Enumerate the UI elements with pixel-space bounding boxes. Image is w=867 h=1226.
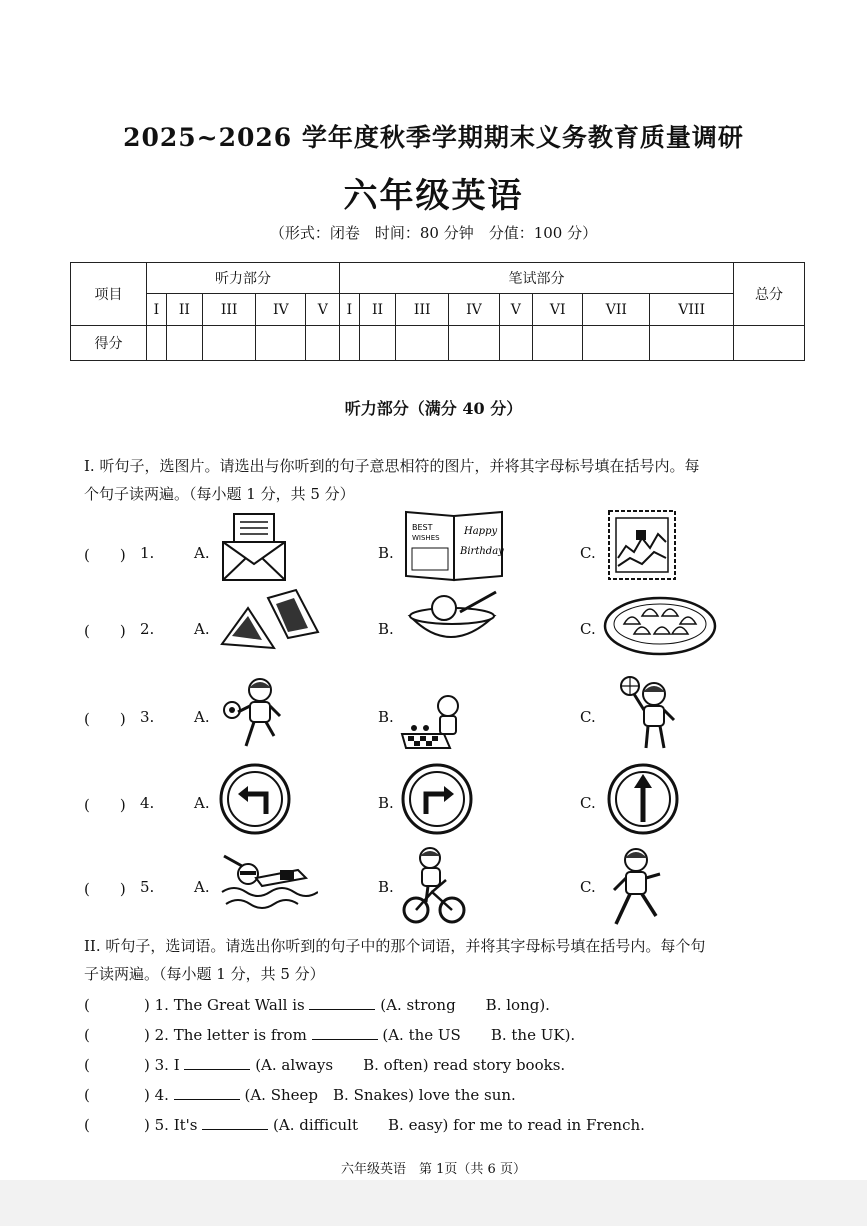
question-number: 1. bbox=[140, 544, 155, 562]
answer-paren[interactable]: ( bbox=[84, 1056, 90, 1074]
boy-chess-icon bbox=[400, 694, 472, 750]
score-col-listening-4: IV bbox=[256, 294, 306, 326]
option-b-label: B. bbox=[378, 878, 394, 896]
part1-question-2 bbox=[84, 588, 804, 678]
item-stem: ) 5. It's bbox=[144, 1116, 198, 1134]
score-cell[interactable] bbox=[533, 326, 583, 361]
option-a-label: A. bbox=[194, 708, 210, 726]
score-cell[interactable] bbox=[583, 326, 650, 361]
score-table-score-label: 得分 bbox=[71, 326, 147, 361]
option-a-label: A. bbox=[194, 878, 210, 896]
option-b-label: B. bbox=[378, 544, 394, 562]
answer-paren[interactable]: ( ) bbox=[84, 710, 126, 728]
part2-item-5 bbox=[84, 1114, 645, 1135]
answer-paren[interactable]: ( bbox=[84, 1026, 90, 1044]
dumplings-plate-icon bbox=[602, 594, 718, 658]
score-cell-total[interactable] bbox=[734, 326, 805, 361]
answer-paren[interactable]: ( bbox=[84, 1116, 90, 1134]
score-cell[interactable] bbox=[306, 326, 340, 361]
part2-item-4 bbox=[84, 1084, 516, 1105]
answer-blank[interactable] bbox=[312, 1025, 378, 1040]
turn-right-sign-icon bbox=[400, 762, 474, 836]
mooncake-bowl-icon bbox=[400, 588, 500, 652]
question-number: 2. bbox=[140, 620, 155, 638]
item-stem: ) 4. bbox=[144, 1086, 169, 1104]
score-cell[interactable] bbox=[203, 326, 256, 361]
part1-question-1 bbox=[84, 508, 804, 598]
score-table-item-label: 项目 bbox=[71, 263, 147, 326]
score-col-writing-2: II bbox=[359, 294, 395, 326]
part2-instructions bbox=[84, 932, 804, 988]
great-wall-stamp-icon bbox=[606, 508, 678, 582]
item-options: (A. Sheep B. Snakes) love the sun. bbox=[244, 1086, 516, 1104]
part1-question-3 bbox=[84, 672, 804, 762]
score-cell[interactable] bbox=[396, 326, 449, 361]
turn-left-sign-icon bbox=[218, 762, 292, 836]
option-c-label: C. bbox=[580, 878, 596, 896]
score-col-writing-5: V bbox=[499, 294, 533, 326]
score-cell[interactable] bbox=[449, 326, 499, 361]
boy-basketball-icon bbox=[618, 674, 682, 752]
riding-bike-icon bbox=[402, 846, 466, 926]
score-col-listening-3: III bbox=[203, 294, 256, 326]
score-col-writing-1: I bbox=[340, 294, 360, 326]
score-table-total-label: 总分 bbox=[734, 263, 805, 326]
card-text: BEST bbox=[412, 523, 433, 532]
part2-item-2 bbox=[84, 1024, 575, 1045]
score-table bbox=[70, 262, 805, 361]
score-cell[interactable] bbox=[359, 326, 395, 361]
greeting-card-icon bbox=[402, 508, 506, 582]
exam-title-subject: 六年级英语 bbox=[343, 176, 524, 216]
score-col-writing-8: VIII bbox=[650, 294, 734, 326]
answer-blank[interactable] bbox=[202, 1115, 268, 1130]
option-a-label: A. bbox=[194, 620, 210, 638]
answer-paren[interactable]: ( ) bbox=[84, 880, 126, 898]
card-text: Happy bbox=[464, 526, 498, 537]
listening-section-title: 听力部分（满分 40 分） bbox=[344, 399, 523, 418]
item-stem: ) 3. I bbox=[144, 1056, 180, 1074]
score-col-writing-7: VII bbox=[583, 294, 650, 326]
question-number: 4. bbox=[140, 794, 155, 812]
answer-blank[interactable] bbox=[184, 1055, 250, 1070]
option-c-label: C. bbox=[580, 708, 596, 726]
score-table-listening-header: 听力部分 bbox=[147, 263, 340, 294]
answer-paren[interactable]: ( ) bbox=[84, 796, 126, 814]
option-a-label: A. bbox=[194, 794, 210, 812]
score-cell[interactable] bbox=[499, 326, 533, 361]
part1-instruction-line1: I. 听句子，选图片。请选出与你听到的句子意思相符的图片，并将其字母标号填在括号内。每 bbox=[84, 457, 700, 475]
part2-instruction-line1: II. 听句子，选词语。请选出你听到的句子中的那个词语，并将其字母标号填在括号内。每个句 bbox=[84, 937, 706, 955]
exam-title-line1: 2025~2026 学年度秋季学期期末义务教育质量调研 bbox=[123, 123, 744, 152]
card-text: WISHES bbox=[412, 534, 440, 542]
option-c-label: C. bbox=[580, 794, 596, 812]
option-c-label: C. bbox=[580, 544, 596, 562]
option-b-label: B. bbox=[378, 708, 394, 726]
question-number: 5. bbox=[140, 878, 155, 896]
part1-question-5 bbox=[84, 846, 804, 936]
answer-paren[interactable]: ( ) bbox=[84, 622, 126, 640]
score-cell[interactable] bbox=[650, 326, 734, 361]
score-table-writing-header: 笔试部分 bbox=[340, 263, 734, 294]
page-footer: 六年级英语 第 1页（共 6 页） bbox=[341, 1162, 526, 1177]
question-number: 3. bbox=[140, 708, 155, 726]
item-options: (A. the US B. the UK). bbox=[382, 1026, 576, 1044]
score-col-listening-1: I bbox=[147, 294, 167, 326]
option-a-label: A. bbox=[194, 544, 210, 562]
boy-football-icon bbox=[220, 676, 286, 752]
part2-instruction-line2: 子读两遍。（每小题 1 分，共 5 分） bbox=[84, 965, 325, 983]
score-col-writing-6: VI bbox=[533, 294, 583, 326]
answer-paren[interactable]: ( bbox=[84, 996, 90, 1014]
score-cell[interactable] bbox=[256, 326, 306, 361]
option-b-label: B. bbox=[378, 794, 394, 812]
part1-instruction-line2: 个句子读两遍。（每小题 1 分，共 5 分） bbox=[84, 485, 355, 503]
option-b-label: B. bbox=[378, 620, 394, 638]
go-straight-sign-icon bbox=[606, 762, 680, 836]
card-text: Birthday bbox=[460, 546, 504, 557]
bottom-bar bbox=[0, 1180, 867, 1226]
item-options: (A. always B. often) read story books. bbox=[255, 1056, 566, 1074]
item-options: (A. difficult B. easy) for me to read in French. bbox=[273, 1116, 645, 1134]
envelope-letter-icon bbox=[220, 512, 288, 582]
item-stem: ) 1. The Great Wall is bbox=[144, 996, 305, 1014]
score-col-writing-3: III bbox=[396, 294, 449, 326]
swimming-icon bbox=[218, 848, 318, 918]
score-cell[interactable] bbox=[147, 326, 167, 361]
score-col-listening-5: V bbox=[306, 294, 340, 326]
part1-question-4 bbox=[84, 758, 804, 848]
answer-blank[interactable] bbox=[309, 995, 375, 1010]
part2-item-1 bbox=[84, 994, 550, 1015]
part1-instructions bbox=[84, 452, 804, 508]
score-col-listening-2: II bbox=[166, 294, 202, 326]
item-options: (A. strong B. long). bbox=[380, 996, 550, 1014]
score-cell[interactable] bbox=[340, 326, 360, 361]
answer-paren[interactable]: ( bbox=[84, 1086, 90, 1104]
exam-format-info: （形式：闭卷 时间：80 分钟 分值：100 分） bbox=[269, 224, 598, 242]
score-col-writing-4: IV bbox=[449, 294, 499, 326]
item-stem: ) 2. The letter is from bbox=[144, 1026, 307, 1044]
part2-item-3 bbox=[84, 1054, 565, 1075]
answer-paren[interactable]: ( ) bbox=[84, 546, 126, 564]
running-icon bbox=[606, 846, 670, 930]
option-c-label: C. bbox=[580, 620, 596, 638]
zongzi-icon bbox=[218, 588, 328, 660]
answer-blank[interactable] bbox=[174, 1085, 240, 1100]
score-cell[interactable] bbox=[166, 326, 202, 361]
